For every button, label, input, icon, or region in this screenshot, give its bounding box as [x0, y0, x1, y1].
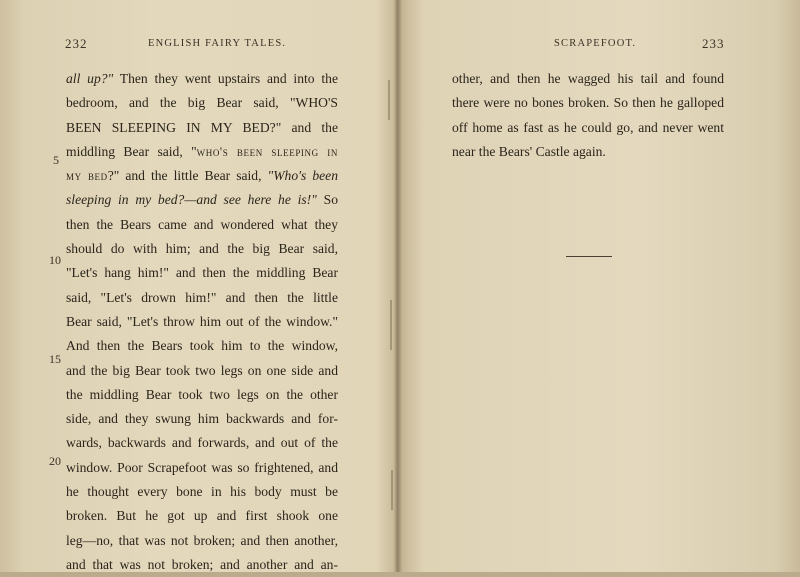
text-line: And then the Bears took him to the window, — [66, 338, 338, 354]
left-page — [0, 0, 396, 572]
text-line: and that was not broken; and another and an- — [66, 556, 338, 572]
text-line: said, "Let's drown him!" and then the little — [66, 289, 338, 305]
running-head-right: SCRAPEFOOT. — [554, 38, 637, 49]
text-line: Bear said, "Let's throw him out of the window." — [66, 313, 338, 329]
page-number-right: 233 — [702, 36, 725, 51]
text-line: should do with him; and the big Bear said, — [66, 241, 338, 257]
text-line: there were no bones broken. So then he galloped — [452, 95, 724, 111]
text-line: sleeping in my bed?—and see here he is!" So — [66, 192, 338, 208]
text-line: middling Bear said, "who's been sleeping in — [66, 143, 339, 159]
line-number-15: 15 — [49, 352, 61, 366]
text-line: all up?" Then they went upstairs and into the — [66, 71, 338, 86]
running-head-left: ENGLISH FAIRY TALES. — [148, 38, 287, 49]
text-line: broken. But he got up and first shook one — [66, 508, 338, 524]
spine-mark — [388, 80, 390, 120]
line-number-20: 20 — [49, 454, 61, 468]
text-line: bedroom, and the big Bear said, "WHO'S — [66, 95, 338, 111]
line-number-10: 10 — [49, 253, 61, 267]
text-line: leg—no, that was not broken; and then another, — [66, 532, 338, 548]
right-body-text — [452, 67, 724, 164]
text-line: off home as fast as he could go, and never went — [452, 119, 724, 135]
spine-mark — [391, 470, 393, 510]
section-divider-rule — [566, 256, 612, 257]
text-line: wards, backwards and forwards, and out of the — [66, 435, 338, 451]
text-line: my bed?" and the little Bear said, "Who's been — [66, 168, 338, 184]
text-line: the middling Bear took two legs on the other — [66, 386, 338, 402]
page-number-left: 232 — [65, 36, 88, 51]
spine-mark — [390, 300, 392, 350]
text-line: other, and then he wagged his tail and found — [452, 71, 724, 86]
text-line: and the big Bear took two legs on one side and — [66, 362, 338, 378]
text-line: "Let's hang him!" and then the middling Bear — [66, 265, 338, 281]
text-line: window. Poor Scrapefoot was so frightened, and — [66, 459, 338, 475]
left-body-text — [66, 67, 338, 577]
right-page — [404, 0, 800, 572]
text-line: he thought every bone in his body must be — [66, 484, 338, 500]
text-line: side, and they swung him backwards and for- — [66, 411, 338, 427]
line-number-5: 5 — [53, 153, 59, 167]
text-line: BEEN SLEEPING IN MY BED?" and the — [66, 119, 338, 135]
text-line: then the Bears came and wondered what they — [66, 216, 338, 232]
text-line: near the Bears' Castle again. — [452, 143, 606, 159]
